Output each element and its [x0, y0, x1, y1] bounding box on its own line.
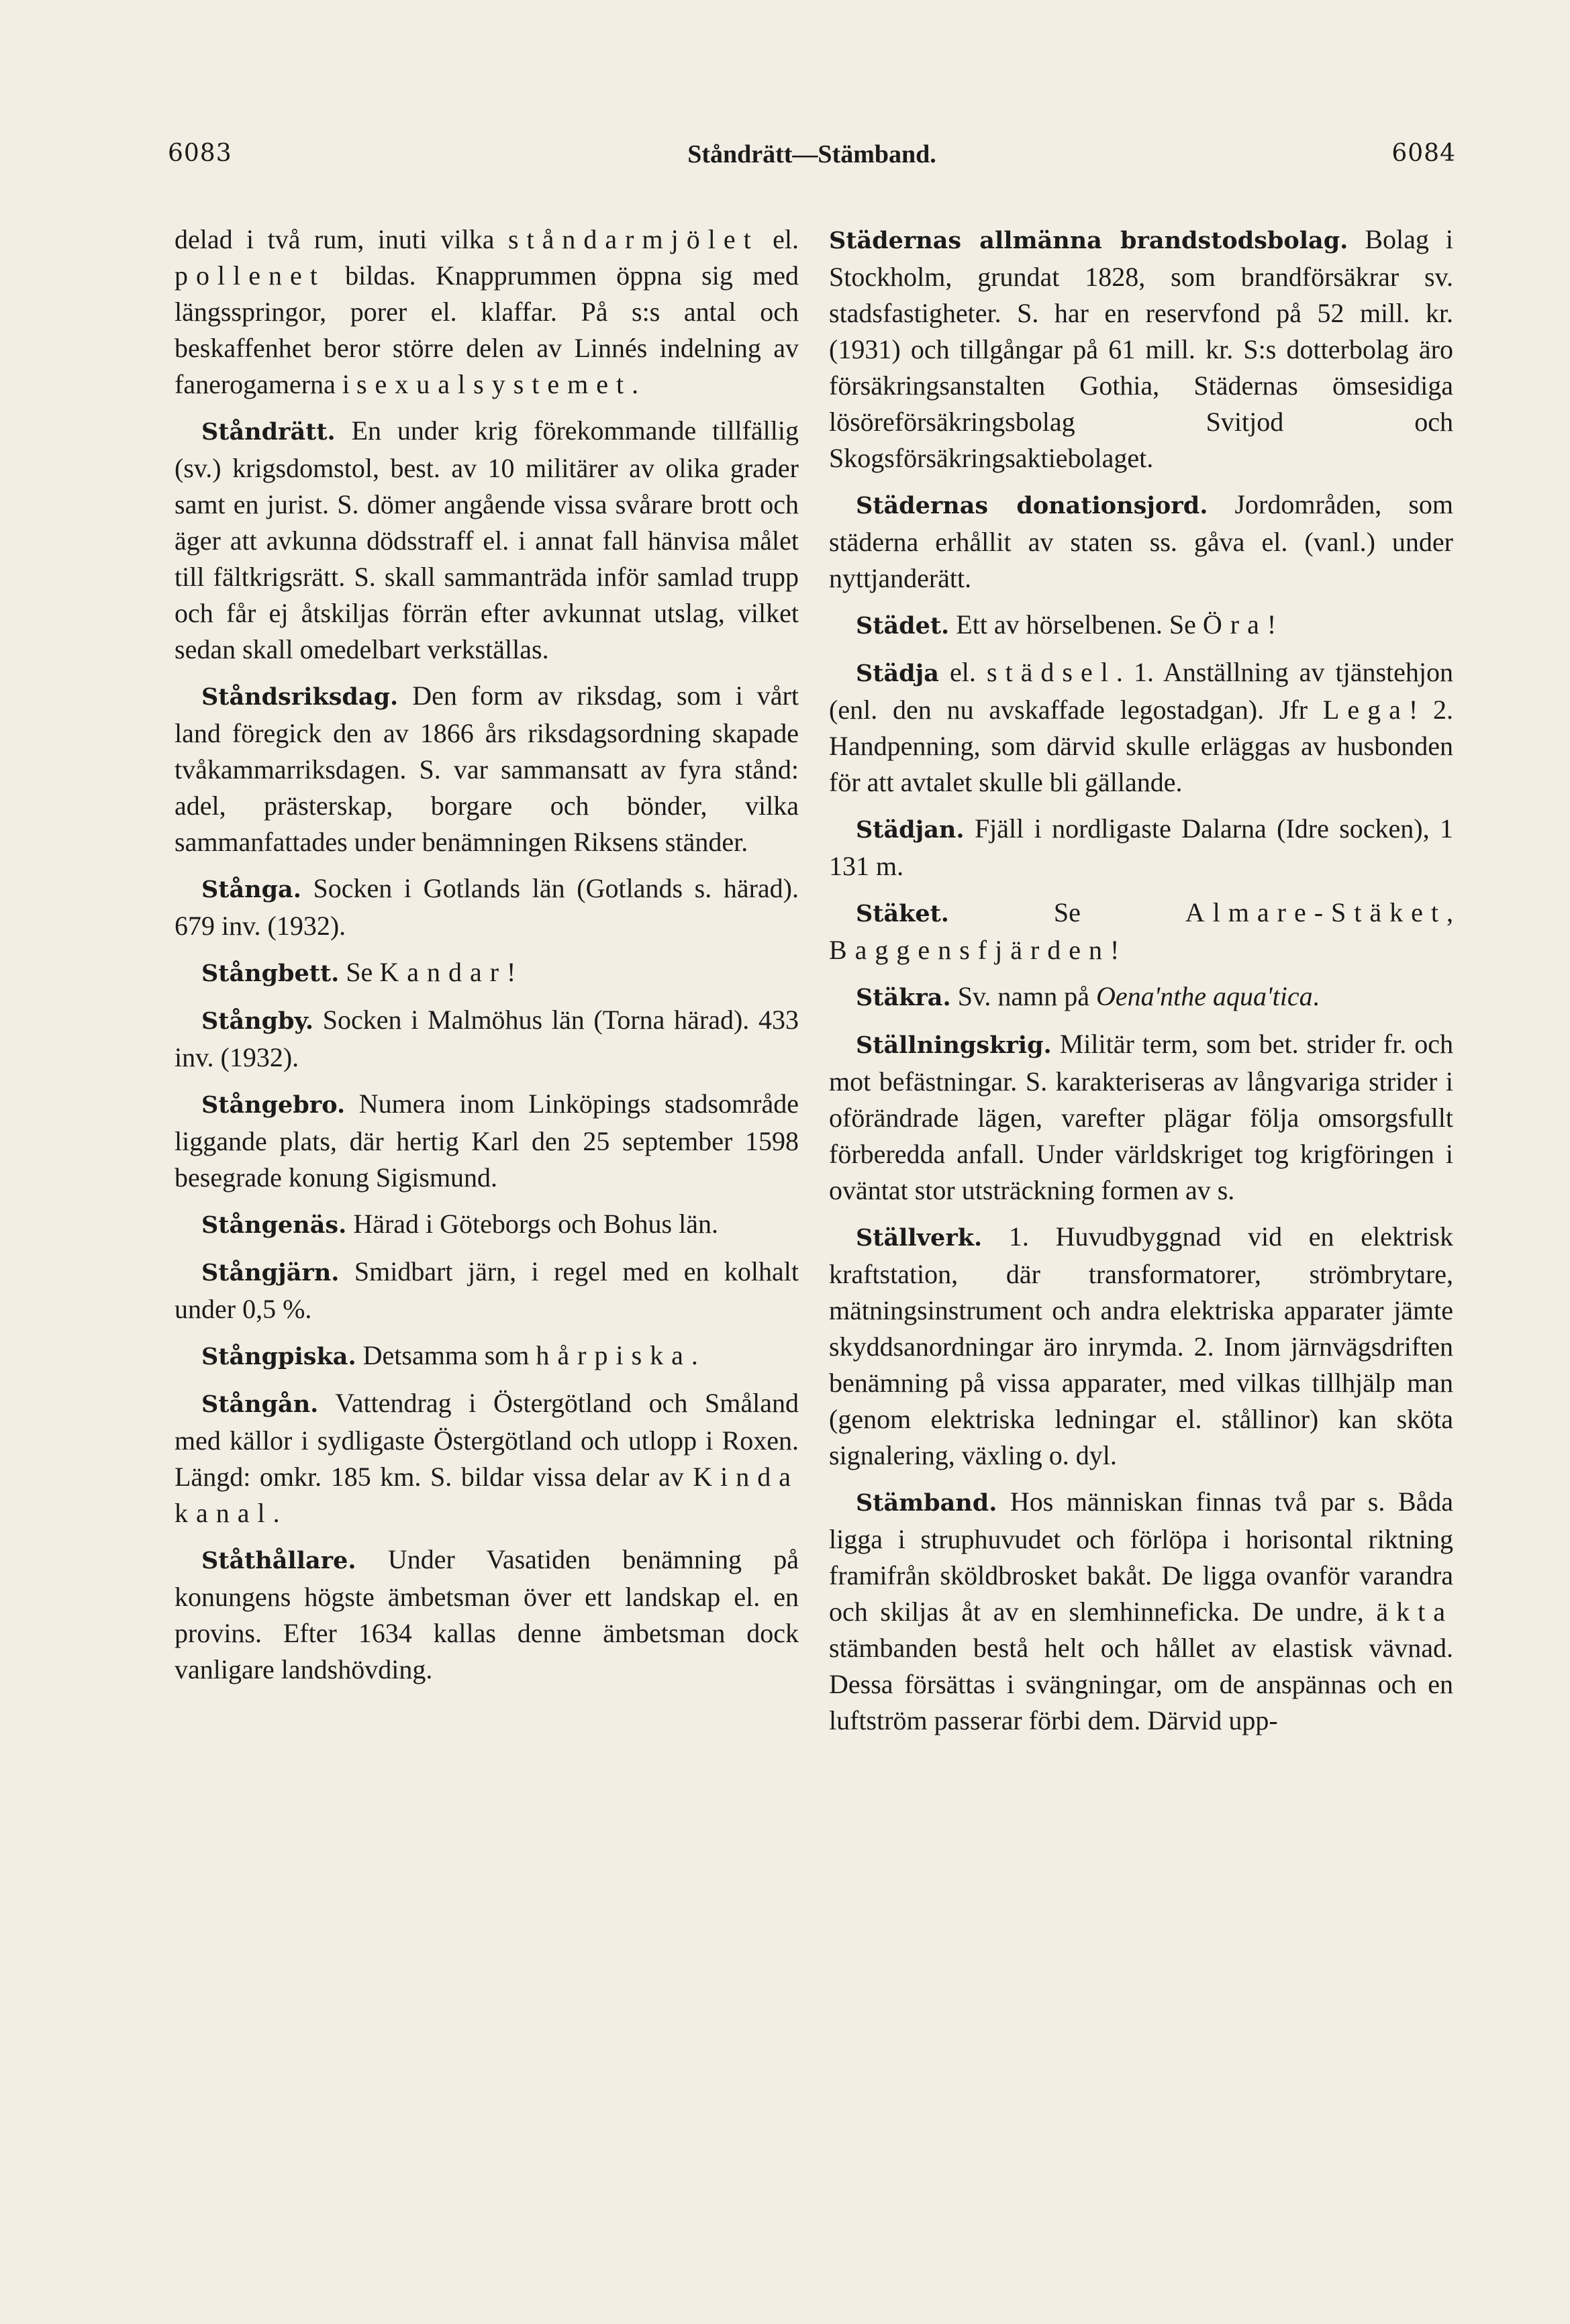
- dictionary-entry: [175, 954, 799, 992]
- entry-text: ståndarmjölet: [507, 224, 759, 254]
- entry-text: Öra: [1202, 609, 1267, 640]
- entry-text: .: [273, 1498, 280, 1528]
- dictionary-entry: [175, 1385, 799, 1531]
- entry-text: delad i två rum, inuti vilka: [175, 224, 508, 254]
- entry-headword: Städernas donationsjord.: [856, 492, 1208, 519]
- entry-text: .: [632, 369, 639, 399]
- entry-text: .: [1312, 981, 1320, 1011]
- entry-headword: Stäket.: [856, 900, 949, 927]
- dictionary-entry: [829, 487, 1453, 597]
- entry-headword: Ståthållare.: [201, 1547, 356, 1574]
- entry-text: !: [1267, 609, 1277, 640]
- entry-headword: Ställverk.: [856, 1224, 983, 1252]
- entry-text: ,: [1446, 897, 1453, 927]
- dictionary-entry: [175, 678, 799, 860]
- entry-text: Jordområden, som städerna erhållit av staten ss. gåva el. (vanl.) under nyttjanderätt.: [829, 489, 1454, 593]
- entry-text: Numera inom Linköpings stadsområde liggande plats, där hertig Karl den 25 september 1598 besegrade konung Sigismund.: [175, 1089, 799, 1193]
- page-header: [168, 140, 1456, 180]
- entry-text: Kinda kanal: [175, 1462, 799, 1528]
- entry-text: Baggensfjärden: [829, 935, 1111, 965]
- entry-text: äkta: [1376, 1597, 1453, 1627]
- dictionary-entry: [175, 1086, 799, 1196]
- entry-text: ! 2. Handpenning, som därvid skulle erläggas av husbonden för att avtalet skulle bli gällande.: [829, 695, 1453, 797]
- dictionary-entry: [175, 1002, 799, 1076]
- entry-text: Vattendrag i Östergötland och Småland med källor i sydligaste Östergötland och utlopp i Roxen. Längd: omkr. 185 km. S. bildar vissa delar av: [175, 1388, 799, 1492]
- entry-text: el.: [938, 657, 987, 687]
- entry-text: pollenet: [175, 260, 326, 291]
- entry-headword: Stämband.: [856, 1489, 997, 1517]
- dictionary-entry: [829, 221, 1453, 476]
- entry-text: . 1. Anställning av tjänstehjon (enl. den nu avskaffade legostadgan). Jfr: [829, 657, 1453, 725]
- entry-text: En under krig förekommande tillfällig (sv.) krigsdomstol, best. av 10 militärer av olika grader samt en jurist. S. dömer angående vissa svårare brott och äger att avkunna dödsstraff el. i annat fall hänvisa målet till fältkrigsrätt. S. skall sammanträda inför samlad trupp och får ej åtskiljas förrän efter avkunnat utslag, vilket sedan skall omedelbart verkställas.: [175, 415, 799, 664]
- entry-text: Detsamma som: [356, 1340, 536, 1370]
- entry-text: Se: [949, 897, 1185, 927]
- entry-headword: Stångby.: [201, 1007, 314, 1035]
- dictionary-entry: [175, 413, 799, 668]
- dictionary-entry: [829, 607, 1453, 644]
- left-column: [175, 221, 799, 1698]
- entry-text: Sv. namn på: [950, 981, 1096, 1011]
- entry-text: Kandar: [379, 957, 507, 987]
- entry-text: Almare-Stäket: [1185, 897, 1446, 927]
- entry-text: Hos människan finnas två par s. Båda ligga i struphuvudet och förlöpa i horisontal riktning framifrån sköldbrosket bakåt. De ligga ovanför varandra och skiljas åt av en slemhinneficka. De undre,: [829, 1486, 1453, 1627]
- entry-text: stämbanden bestå helt och hållet av elastisk vävnad. Dessa försättas i svängningar, om de anspännas och en luftström passerar förbi dem. Därvid upp-: [829, 1633, 1453, 1735]
- entry-headword: Stångenäs.: [201, 1211, 347, 1239]
- dictionary-entry: [829, 978, 1453, 1016]
- running-title: Ståndrätt—Stämband.: [687, 140, 936, 168]
- entry-headword: Städet.: [856, 612, 950, 640]
- entry-text: bildas. Knapprummen öppna sig med längsspringor, porer el. klaffar. På s:s antal och beskaffenhet beror större delen av Linnés indelning av fanerogamerna i: [175, 260, 799, 399]
- entry-headword: Stångjärn.: [201, 1259, 340, 1286]
- entry-text: .: [691, 1340, 698, 1370]
- entry-headword: Städjan.: [856, 816, 965, 844]
- entry-text: sexualsystemet: [356, 369, 632, 399]
- page-number-left: 6083: [168, 140, 232, 167]
- entry-text: el.: [758, 224, 799, 254]
- entry-text: Socken i Gotlands län (Gotlands s. härad). 679 inv. (1932).: [175, 873, 799, 941]
- dictionary-entry: [175, 221, 799, 403]
- entry-text: Den form av riksdag, som i vårt land föregick den av 1866 års riksdagsordning skapade tvåkammarriksdagen. S. var sammansatt av fyra stånd: adel, prästerskap, borgare och bönder, vilka sammanfattades under benämningen Riksens ständer.: [175, 680, 799, 857]
- entry-headword: Stångbett.: [201, 960, 340, 987]
- dictionary-entry: [175, 1254, 799, 1327]
- dictionary-entry: [829, 895, 1453, 968]
- entry-text: hårpiska: [536, 1340, 691, 1370]
- entry-text: Lega: [1322, 695, 1409, 725]
- right-column: [829, 221, 1453, 1749]
- dictionary-entry: [175, 1542, 799, 1688]
- dictionary-entry: [175, 870, 799, 944]
- entry-text: 1. Huvudbyggnad vid en elektrisk kraftstation, där transformatorer, strömbrytare, mätningsinstrument och andra elektriska apparater jämte skyddsanordningar äro inrymda. 2. Inom järnvägsdriften benämning på vissa apparater, med vilkas tillhjälp man (genom elektriska ledningar el. stållinor) kan sköta signalering, växling o. dyl.: [829, 1221, 1453, 1470]
- entry-text: Socken i Malmöhus län (Torna härad). 433 inv. (1932).: [175, 1005, 799, 1072]
- dictionary-entry: [829, 811, 1453, 885]
- entry-headword: Stångpiska.: [201, 1343, 356, 1370]
- entry-headword: Stånga.: [201, 876, 301, 903]
- entry-headword: Ståndrätt.: [201, 418, 336, 446]
- entry-text: Härad i Göteborgs och Bohus län.: [346, 1209, 718, 1239]
- dictionary-entry: [829, 1219, 1453, 1474]
- entry-headword: Ståndsriksdag.: [201, 683, 399, 711]
- entry-text: Fjäll i nordligaste Dalarna (Idre socken), 1 131 m.: [829, 813, 1453, 881]
- entry-headword: Städja: [856, 660, 939, 687]
- dictionary-entry: [829, 1026, 1453, 1209]
- entry-text: städsel: [987, 657, 1116, 687]
- entry-text: !: [1110, 935, 1120, 965]
- entry-text: Bolag i Stockholm, grundat 1828, som brandförsäkrar sv. stadsfastigheter. S. har en reservfond på 52 mill. kr. (1931) och tillgångar på 61 mill. kr. S:s dotterbolag äro försäkringsanstalten Gothia, Städernas ömsesidiga lösöreförsäkringsbolag Svitjod och Skogsförsäkringsaktiebolaget.: [829, 224, 1453, 473]
- entry-headword: Stäkra.: [856, 984, 951, 1011]
- dictionary-entry: [829, 654, 1453, 801]
- entry-headword: Stångebro.: [201, 1091, 346, 1119]
- entry-text: !: [507, 957, 516, 987]
- entry-text: Ett av hörselbenen. Se: [949, 609, 1203, 640]
- page-number-right: 6084: [1391, 140, 1456, 167]
- entry-headword: Ställningskrig.: [856, 1031, 1052, 1059]
- entry-text: Smidbart järn, i regel med en kolhalt under 0,5 %.: [175, 1256, 799, 1324]
- dictionary-entry: [829, 1484, 1453, 1739]
- entry-headword: Städernas allmänna brandstodsbolag.: [829, 227, 1348, 254]
- entry-text: Militär term, som bet. strider fr. och mot befästningar. S. karakteriseras av långvariga strider i oförändrade lägen, varefter plägar följa omsorgsfullt förberedda anfall. Under världskriget tog krigföringen i oväntat stor utsträckning formen av s.: [829, 1029, 1453, 1205]
- entry-text: Under Vasatiden benämning på konungens högste ämbetsman över ett landskap el. en provins. Efter 1634 kallas denne ämbetsman dock vanligare landshövding.: [175, 1544, 799, 1684]
- dictionary-entry: [175, 1206, 799, 1244]
- entry-text: Oena'nthe aqua'tica: [1095, 981, 1313, 1011]
- entry-text: Se: [339, 957, 380, 987]
- dictionary-entry: [175, 1337, 799, 1375]
- entry-headword: Stångån.: [201, 1391, 319, 1418]
